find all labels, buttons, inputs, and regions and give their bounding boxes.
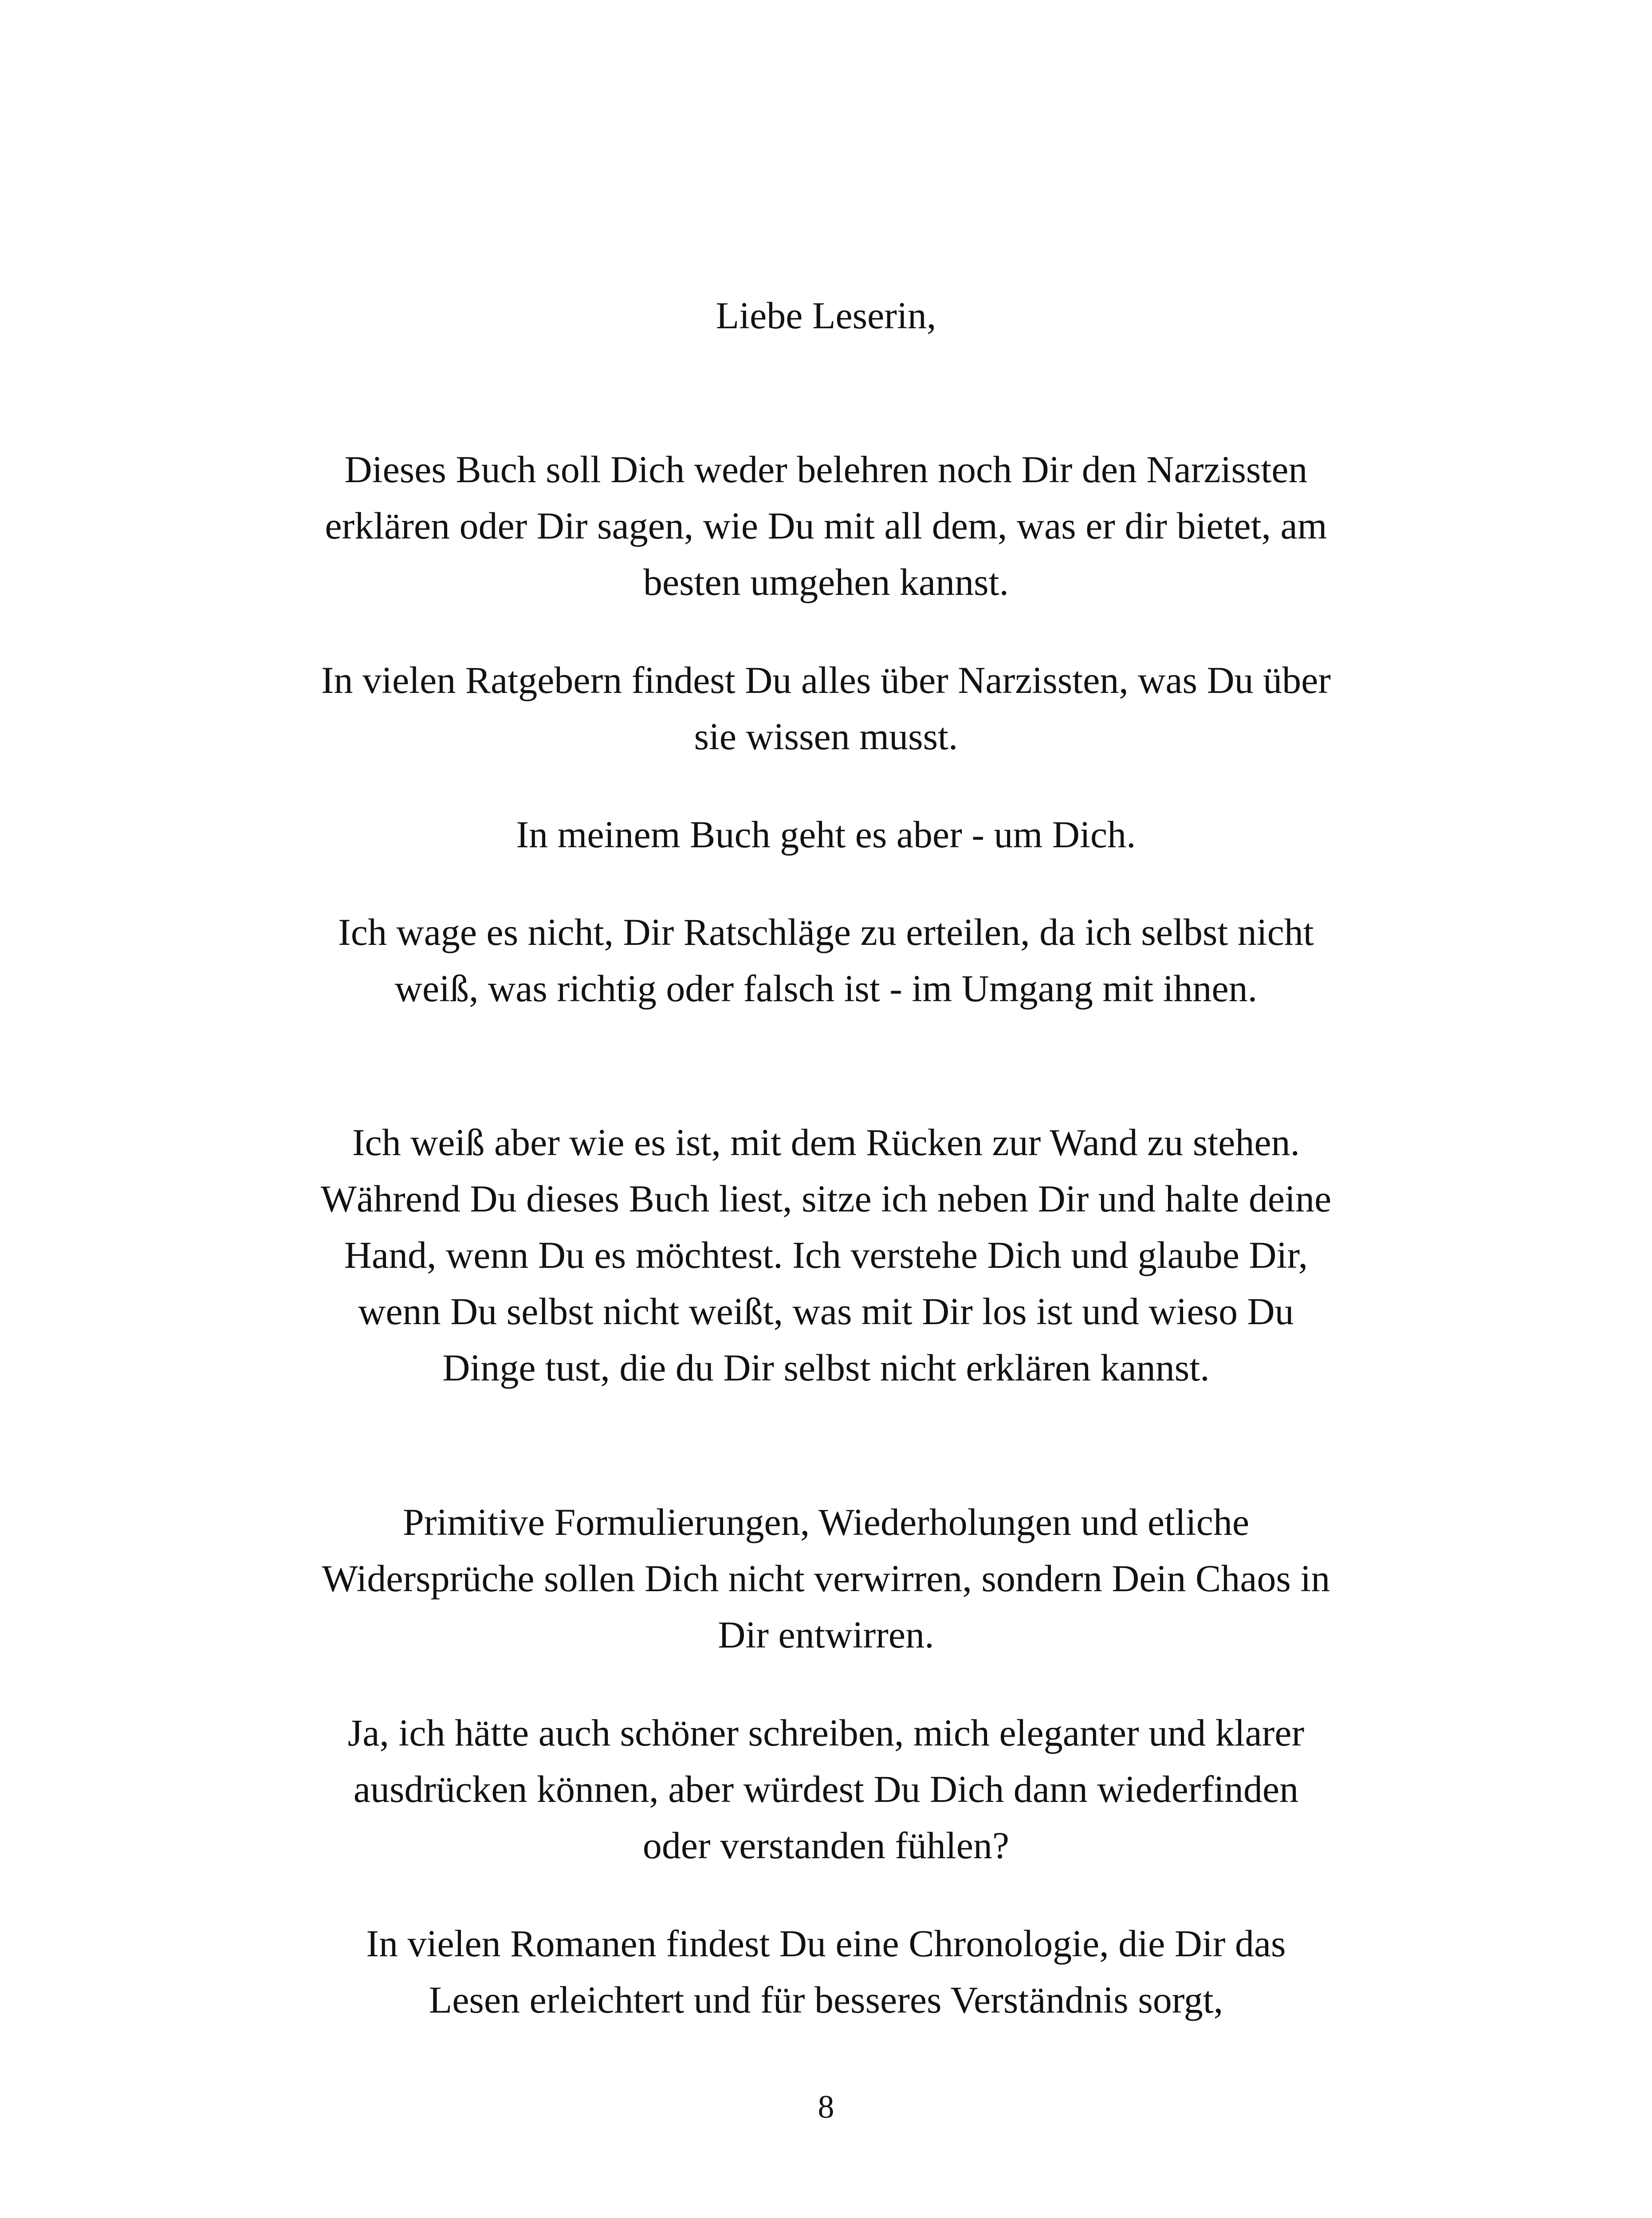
greeting: Liebe Leserin, [716, 294, 936, 337]
page-number: 8 [818, 2089, 834, 2125]
paragraph-5: Ich weiß aber wie es ist, mit dem Rücken zur Wand zu stehen. Während Du dieses Buch liest, sitze ich neben Dir und halte deine Hand, wenn Du es möchtest. Ich verstehe Dich und glaube Dir, wenn Du selbst nicht weißt, was mit Dir los ist und wieso Du Dinge tust, die du Dir selbst nicht erklären kannst. [320, 1121, 1332, 1389]
paragraph-3: In meinem Buch geht es aber - um Dich. [516, 813, 1136, 856]
paragraph-1: Dieses Buch soll Dich weder belehren noch Dir den Narzissten erklären oder Dir sagen, wie Du mit all dem, was er dir bietet, am besten umgehen kannst. [325, 448, 1327, 603]
paragraph-2: In vielen Ratgebern findest Du alles über Narzissten, was Du über sie wissen musst. [321, 659, 1331, 758]
paragraph-6: Primitive Formulierungen, Wiederholungen und etliche Widersprüche sollen Dich nicht verwirren, sondern Dein Chaos in Dir entwirren. [322, 1501, 1330, 1656]
paragraph-8: In vielen Romanen findest Du eine Chronologie, die Dir das Lesen erleichtert und für besseres Verständnis sorgt, [366, 1922, 1286, 2021]
paragraph-4: Ich wage es nicht, Dir Ratschläge zu erteilen, da ich selbst nicht weiß, was richtig oder falsch ist - im Umgang mit ihnen. [338, 911, 1314, 1010]
paragraph-7: Ja, ich hätte auch schöner schreiben, mich eleganter und klarer ausdrücken können, aber würdest Du Dich dann wiederfinden oder verstanden fühlen? [347, 1711, 1305, 1867]
